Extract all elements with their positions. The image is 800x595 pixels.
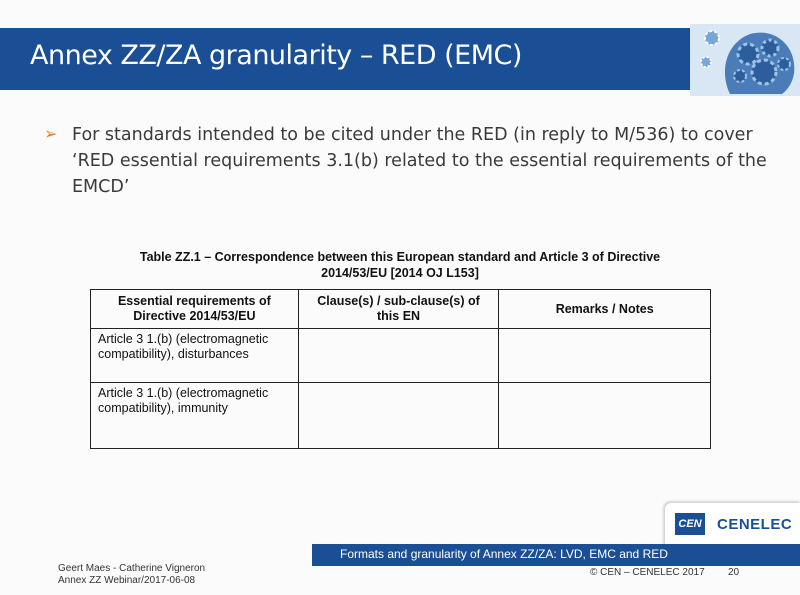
slide-title: Annex ZZ/ZA granularity – RED (EMC)	[30, 40, 522, 71]
header-remarks: Remarks / Notes	[499, 290, 711, 329]
table-cell	[499, 383, 711, 449]
table-caption-line1: Table ZZ.1 – Correspondence between this European standard and Article 3 of Directive	[139, 250, 661, 264]
table-caption	[90, 249, 710, 281]
table-caption-line2: 2014/53/EU [2014 OJ L153]	[321, 266, 479, 280]
table-row	[91, 329, 711, 383]
correspondence-table	[90, 289, 711, 449]
table-cell: Article 3 1.(b) (electromagnetic compatibility), disturbances	[91, 329, 299, 383]
table-cell: Article 3 1.(b) (electromagnetic compatibility), immunity	[91, 383, 299, 449]
bullet-text: For standards intended to be cited under the RED (in reply to M/536) to cover ‘RED essential requirements 3.1(b) related to the essential requirements of the EMCD’	[72, 125, 767, 197]
gears-head-icon	[690, 24, 800, 96]
table-row	[91, 383, 711, 449]
footer-bar-text: Formats and granularity of Annex ZZ/ZA: LVD, EMC and RED	[340, 547, 668, 561]
cenelec-logo-text: CENELEC	[717, 516, 793, 533]
table-header-row	[91, 290, 711, 329]
header-essential-requirements: Essential requirements of Directive 2014/53/EU	[91, 290, 299, 329]
copyright: © CEN – CENELEC 2017	[590, 567, 705, 578]
header-clauses: Clause(s) / sub-clause(s) of this EN	[298, 290, 499, 329]
cen-logo-mark: CEN	[675, 513, 705, 535]
webinar-date: Annex ZZ Webinar/2017-06-08	[58, 575, 196, 586]
presenters-names: Geert Maes - Catherine Vigneron	[58, 563, 206, 574]
page-number: 20	[728, 567, 740, 578]
table-cell	[298, 329, 499, 383]
presenters	[58, 563, 205, 587]
cenelec-logo	[665, 503, 800, 549]
table-cell	[499, 329, 711, 383]
footer-bar	[312, 544, 800, 566]
arrow-right-icon: ➢	[44, 124, 58, 143]
table-cell	[298, 383, 499, 449]
